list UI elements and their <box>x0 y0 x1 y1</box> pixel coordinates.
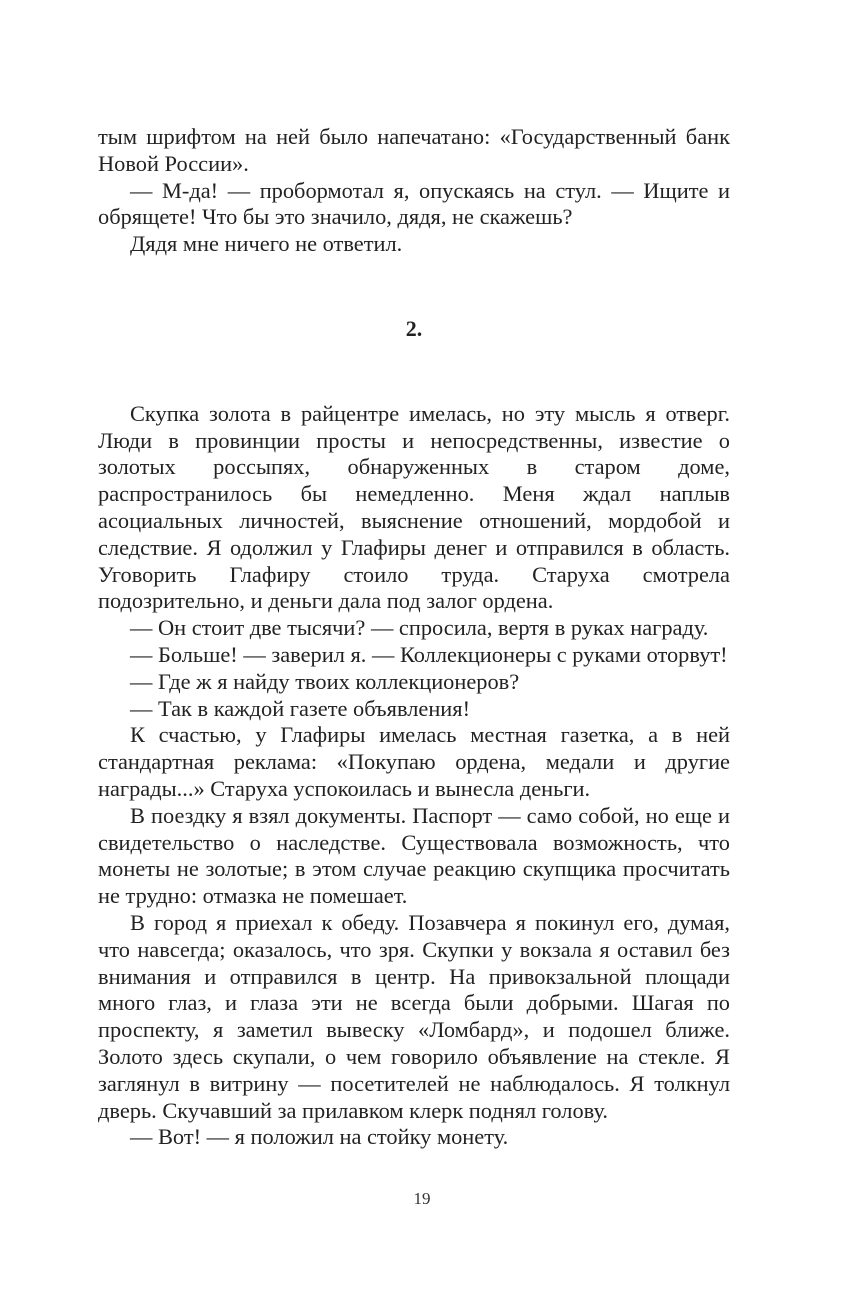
paragraph: В город я приехал к обеду. Позавчера я покинул его, думая, что навсегда; оказалось, что зря. Скупки у вокзала я оставил без внимания и отправился в центр. На привокзальной площади много глаз, и глаза эти не всегда были добрыми. Шагая по проспекту, я заметил вывеску «Ломбард», и подошел ближе. Золото здесь скупали, о чем говорило объявление на стекле. Я заглянул в витрину — посетителей не наблюдалось. Я толкнул дверь. Скучавший за прилавком клерк поднял голову. <box>98 909 730 1123</box>
dialogue-line: — Он стоит две тысячи? — спросила, вертя в руках награду. <box>130 615 709 641</box>
paragraph: тым шрифтом на ней было напечатано: «Государственный банк Новой России». <box>98 124 730 176</box>
dialogue-line: — Где ж я найду твоих коллекционеров? <box>130 668 520 694</box>
paragraph: Скупка золота в райцентре имелась, но эту мысль я отверг. Люди в провинции просты и непосредственны, известие о золотых россыпях, обнаруженных в старом доме, распространилось бы немедленно. Меня ждал наплыв асоциальных личностей, выяснение отношений, мордобой и следствие. Я одолжил у Глафиры денег и отправился в область. Уговорить Глафиру стоило труда. Старуха смотрела подозрительно, и деньги дала под залог ордена. <box>98 400 730 614</box>
dialogue-line: — Вот! — я положил на стойку монету. <box>130 1124 509 1150</box>
chapter-heading: 2. <box>405 315 423 341</box>
dialogue-line: — Так в каждой газете объявления! <box>130 695 471 721</box>
paragraph: Дядя мне ничего не ответил. <box>130 231 403 257</box>
paragraph: — М-да! — пробормотал я, опускаясь на стул. — Ищите и обрящете! Что бы это значило, дядя, не скажешь? <box>98 177 730 230</box>
page-body <box>98 124 730 1151</box>
paragraph: К счастью, у Глафиры имелась местная газетка, а в ней стандартная реклама: «Покупаю ордена, медали и другие награды...» Старуха успокоилась и вынесла деньги. <box>98 722 730 801</box>
paragraph: В поездку я взял документы. Паспорт — само собой, но еще и свидетельство о наследстве. Существовала возможность, что монеты не золотые; в этом случае реакцию скупщика просчитать не трудно: отмазка не помешает. <box>98 802 730 909</box>
dialogue-line: — Больше! — заверил я. — Коллекционеры с руками оторвут! <box>130 641 728 667</box>
page-number: 19 <box>413 1189 431 1208</box>
